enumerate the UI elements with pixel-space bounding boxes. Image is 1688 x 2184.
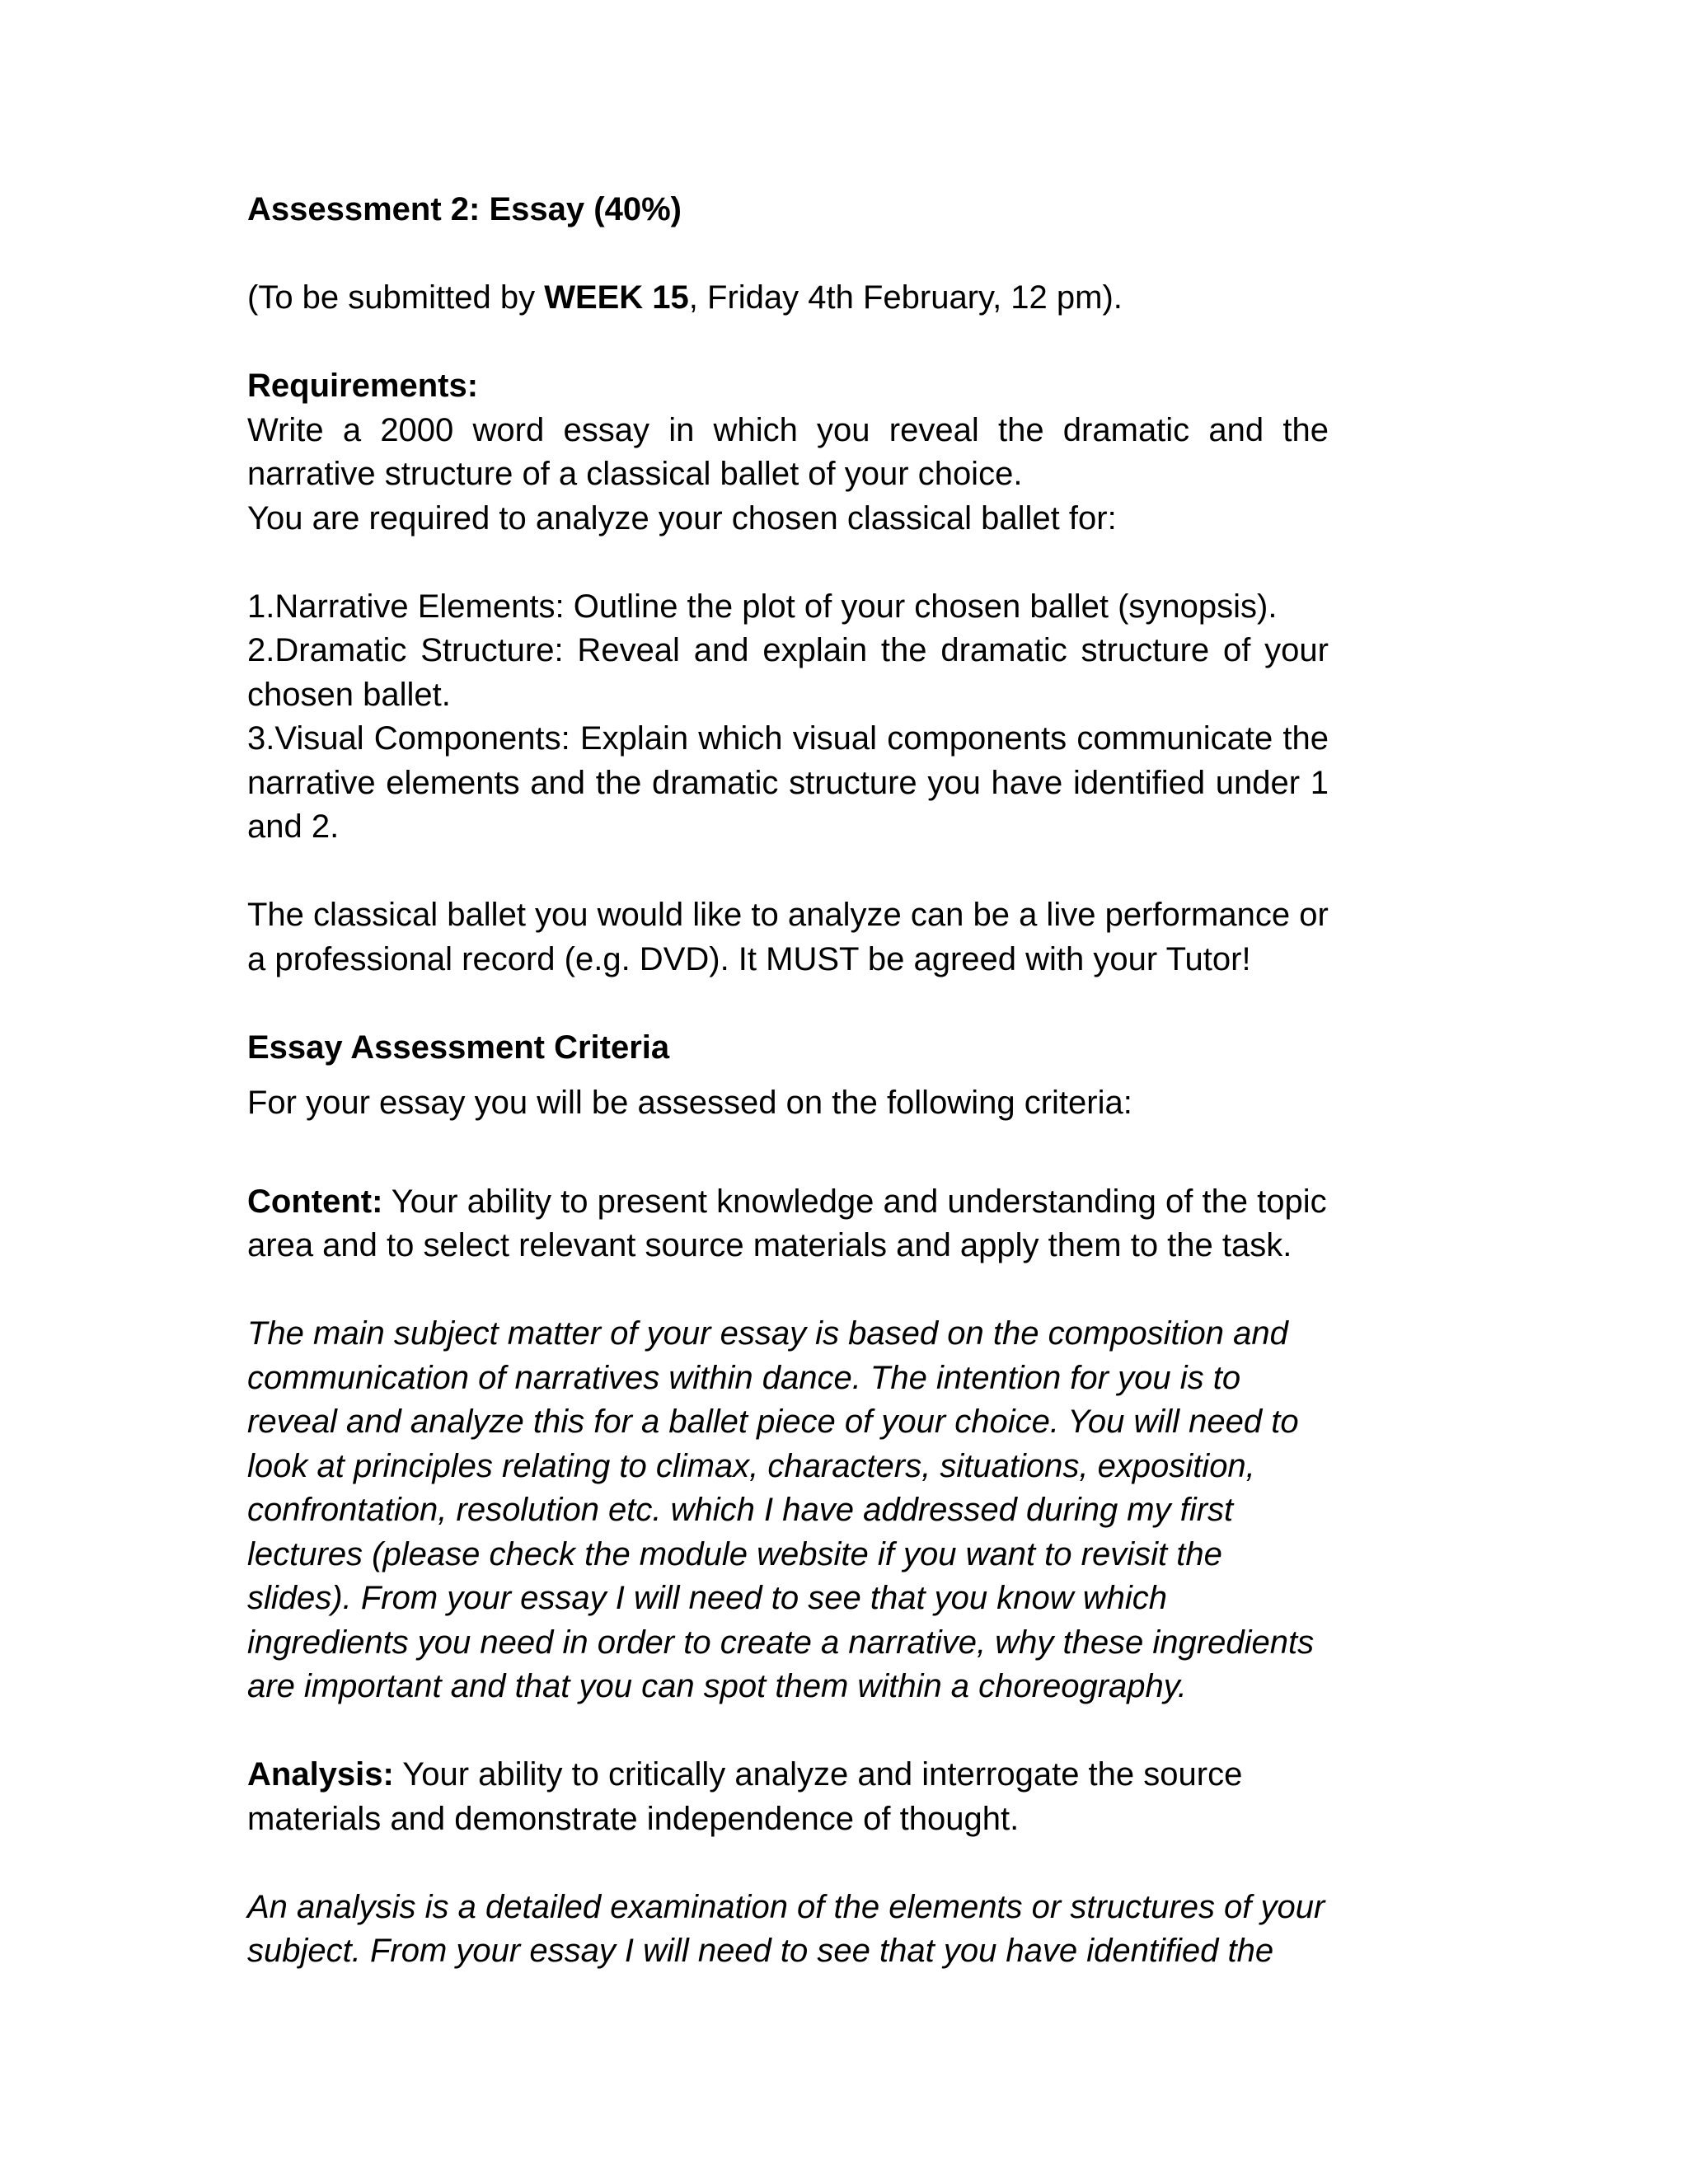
submission-prefix: (To be submitted by [247, 279, 545, 316]
content-criterion [247, 1180, 1329, 1268]
document-page [247, 188, 1329, 1974]
content-detail [247, 1312, 1329, 1709]
requirements-intro: Write a 2000 word essay in which you reveal the dramatic and the narrative structure of a classical ballet of your choice. [247, 411, 1329, 492]
content-text: Your ability to present knowledge and understanding of the topic area and to select relevant source materials and apply them to the task. [247, 1183, 1327, 1263]
content-detail-line: communication of narratives within dance. The intention for you is to [247, 1359, 1241, 1396]
analysis-line: materials and demonstrate independence of thought. [247, 1800, 1020, 1837]
content-detail-line: are important and that you can spot them within a choreography. [247, 1668, 1187, 1704]
requirements-required: You are required to analyze your chosen classical ballet for: [247, 499, 1117, 537]
criteria-heading: Essay Assessment Criteria [247, 1029, 670, 1066]
analysis-detail-line: An analysis is a detailed examination of the elements or structures of your [247, 1888, 1325, 1925]
document-title: Assessment 2: Essay (40%) [247, 191, 682, 227]
content-detail-line: look at principles relating to climax, characters, situations, exposition, [247, 1447, 1255, 1484]
content-detail-line: The main subject matter of your essay is based on the composition and [247, 1315, 1288, 1352]
criteria-intro: For your essay you will be assessed on the following criteria: [247, 1085, 1132, 1121]
analysis-criterion [247, 1753, 1329, 1841]
requirement-item-3: 3.Visual Components: Explain which visual components communicate the narrative elements and the dramatic structure you have identified under 1 and 2. [247, 720, 1329, 845]
content-detail-line: confrontation, resolution etc. which I have addressed during my first [247, 1492, 1234, 1528]
content-detail-line: ingredients you need in order to create a narrative, why these ingredients [247, 1624, 1315, 1661]
analysis-line [247, 1753, 1329, 1797]
submission-deadline [247, 276, 1329, 321]
requirements-heading: Requirements: [247, 368, 479, 404]
submission-suffix: , Friday 4th February, 12 pm). [688, 279, 1123, 316]
requirement-item-1: 1.Narrative Elements: Outline the plot of your chosen ballet (synopsis). [247, 588, 1278, 625]
submission-week: WEEK 15 [544, 279, 689, 316]
content-detail-line: lectures (please check the module website if you want to revisit the [247, 1535, 1222, 1572]
content-detail-line: slides). From your essay I will need to see that you know which [247, 1580, 1168, 1616]
analysis-label: Analysis: [247, 1756, 394, 1793]
content-label: Content: [247, 1183, 383, 1220]
content-detail-line: reveal and analyze this for a ballet piece of your choice. You will need to [247, 1404, 1299, 1440]
analysis-text: Your ability to critically analyze and interrogate the source [393, 1756, 1243, 1793]
requirements-note: The classical ballet you would like to analyze can be a live performance or a professional record (e.g. DVD). It MUST be agreed with your Tutor! [247, 897, 1329, 977]
analysis-detail-line: subject. From your essay I will need to see that you have identified the [247, 1933, 1274, 1969]
requirement-item-2: 2.Dramatic Structure: Reveal and explain the dramatic structure of your chosen ballet. [247, 632, 1329, 713]
analysis-detail [247, 1886, 1329, 1974]
